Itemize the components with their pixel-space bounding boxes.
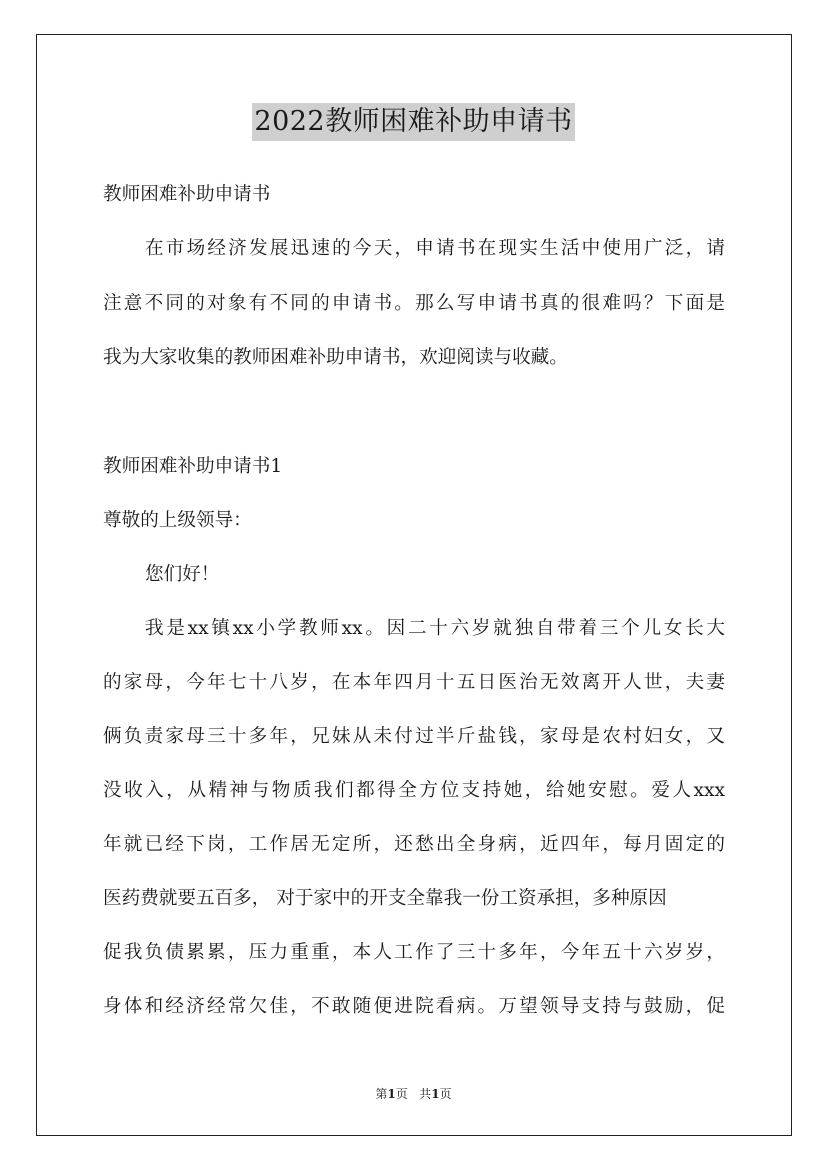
greeting: 您们好！: [145, 564, 220, 585]
paragraph-line: 注意不同的对象有不同的申请书。那么写申请书真的很难吗？下面是: [103, 293, 725, 314]
title-container: [0, 103, 827, 141]
paragraph-line: 身体和经济经常欠佳，不敢随便进院看病。万望领导支持与鼓励，促: [103, 996, 725, 1017]
paragraph-line: 俩负责家母三十多年，兄妹从未付过半斤盐钱，家母是农村妇女，又: [103, 726, 725, 747]
paragraph-line: 在市场经济发展迅速的今天，申请书在现实生活中使用广泛，请: [145, 238, 725, 259]
total-pages: 1: [431, 1087, 440, 1101]
paragraph-line: 医药费就要五百多， 对于家中的开支全靠我一份工资承担，多种原因: [103, 888, 667, 909]
total-prefix: 共: [419, 1087, 432, 1101]
paragraph-line: 我是xx镇xx小学教师xx。因二十六岁就独自带着三个儿女长大: [145, 618, 725, 639]
paragraph-line: 促我负债累累，压力重重，本人工作了三十多年，今年五十六岁岁，: [103, 942, 725, 963]
page-suffix: 页: [395, 1087, 408, 1101]
page-prefix: 第: [375, 1087, 388, 1101]
total-suffix: 页: [439, 1087, 452, 1101]
section-heading: 教师困难补助申请书1: [103, 456, 283, 477]
paragraph-line: 我为大家收集的教师困难补助申请书，欢迎阅读与收藏。: [103, 347, 568, 368]
paragraph-line: 年就已经下岗，工作居无定所，还愁出全身病，近四年，每月固定的: [103, 834, 725, 855]
page-number: 1: [387, 1087, 396, 1101]
document-title: 2022教师困难补助申请书: [252, 103, 574, 141]
salutation: 尊敬的上级领导：: [103, 510, 252, 531]
paragraph-line: 没收入，从精神与物质我们都得全方位支持她，给她安慰。爱人xxx: [103, 780, 725, 801]
section-heading: 教师困难补助申请书: [103, 184, 271, 205]
paragraph-line: 的家母，今年七十八岁，在本年四月十五日医治无效离开人世，夫妻: [103, 672, 725, 693]
page-footer: [0, 1086, 827, 1102]
